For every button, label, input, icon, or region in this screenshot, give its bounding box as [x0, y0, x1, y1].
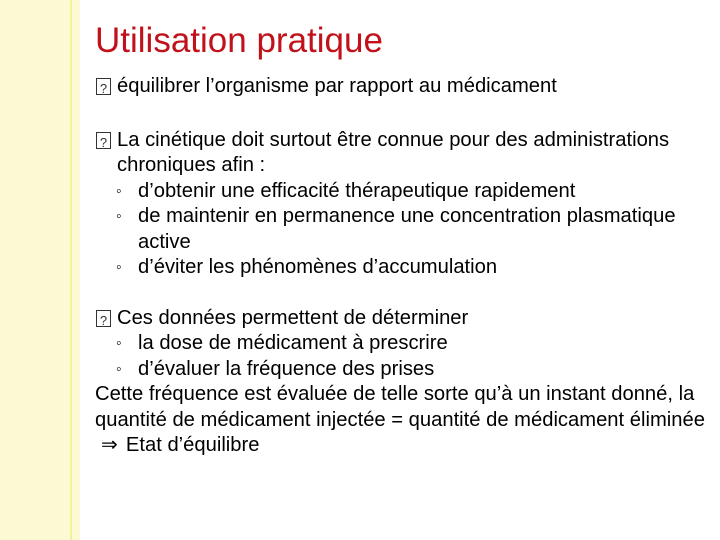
sub-bullet-text: d’évaluer la fréquence des prises — [138, 357, 435, 380]
sub-bullet-text: de maintenir en permanence une concentration plasmatique active — [138, 205, 676, 253]
sub-bullet-text: la dose de médicament à prescrire — [138, 332, 448, 354]
sub-bullet — [95, 179, 710, 205]
bullet-1 — [95, 74, 710, 100]
sub-bullet — [95, 204, 710, 255]
summary-text: Cette fréquence est évaluée de telle sorte qu’à un instant donné, la quantité de médicament injectée = quantité de médicament éliminée — [95, 383, 705, 431]
left-decorative-band — [0, 0, 80, 540]
missing-glyph-box-icon — [96, 132, 111, 149]
left-decorative-line — [70, 0, 72, 540]
sub-bullet-text: d’obtenir une efficacité thérapeutique rapidement — [138, 179, 576, 202]
ring-bullet-icon: ◦ — [116, 208, 122, 225]
ring-bullet-icon: ◦ — [116, 360, 122, 378]
bullet-2 — [95, 128, 710, 281]
sub-bullet — [95, 255, 710, 281]
sub-bullet — [95, 357, 710, 383]
sub-bullet — [95, 331, 710, 357]
sub-bullet-text: d’éviter les phénomènes d’accumulation — [138, 256, 498, 278]
missing-glyph-box-icon — [96, 310, 111, 327]
ring-bullet-icon: ◦ — [116, 259, 122, 276]
bullet-3-text: Ces données permettent de déterminer — [117, 306, 469, 329]
ring-bullet-icon: ◦ — [116, 335, 122, 352]
bullet-3 — [95, 306, 710, 383]
slide-content — [95, 74, 710, 459]
summary-conclusion: Etat d’équilibre — [125, 434, 260, 456]
ring-bullet-icon: ◦ — [116, 182, 122, 200]
missing-glyph-box-icon — [96, 78, 111, 95]
bullet-2-text: La cinétique doit surtout être connue pour des administrations chroniques afin : — [117, 128, 670, 176]
summary-paragraph — [95, 382, 710, 459]
slide-title: Utilisation pratique — [95, 21, 383, 60]
bullet-1-text: équilibrer l’organisme par rapport au médicament — [117, 75, 557, 97]
implies-arrow-icon: ⇒ — [101, 434, 118, 456]
